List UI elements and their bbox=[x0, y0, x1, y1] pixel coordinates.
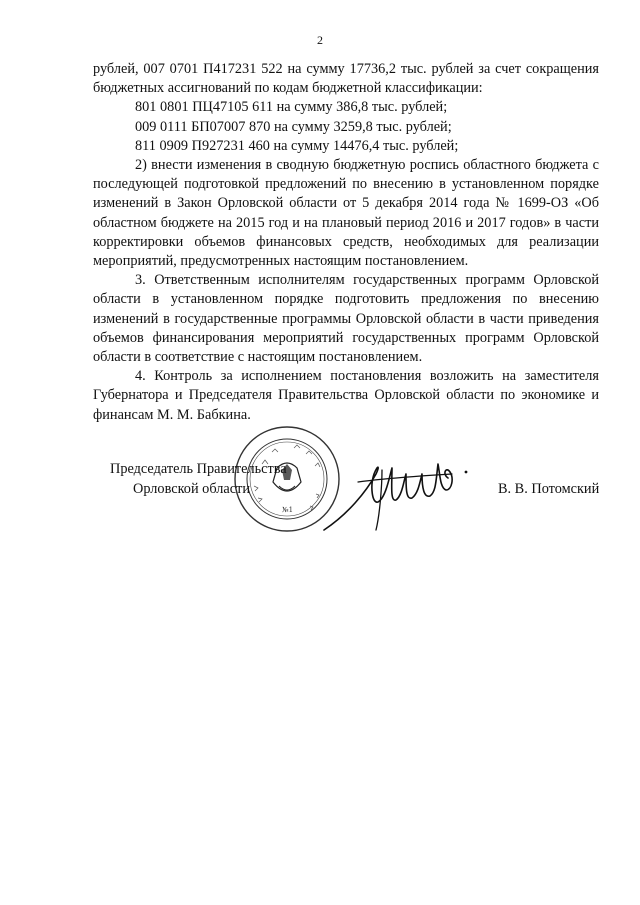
page-number: 2 bbox=[317, 33, 323, 47]
handwritten-signature bbox=[318, 444, 478, 536]
paragraph-item-2: 2) внести изменения в сводную бюджетную роспись областного бюджета с последующей подготовкой предложений по внесению в установленном порядке изменений в Закон Орловской области от 5 декабря 2014 года № 1699-ОЗ «Об областном бюджете на 2015 год и на плановый период 2016 и 2017 годов» в части корректировки объемов финансовых средств, необходимых для реализации мероприятий, предусмотренных настоящим постановлением. bbox=[93, 157, 599, 270]
paragraph-item-3: 3. Ответственным исполнителям государственных программ Орловской области в установленном порядке подготовить предложения по внесению изменений в государственные программы Орловской области в части приведения объемов финансирования мероприятий государственных программ Орловской области в соответствие с настоящим постановлением. bbox=[93, 272, 599, 366]
document-body bbox=[93, 60, 599, 425]
signatory-title-line1: Председатель Правительства bbox=[110, 461, 287, 477]
budget-code-line: 801 0801 ПЦ47105 611 на сумму 386,8 тыс. рублей; bbox=[135, 99, 448, 116]
signatory-title-line2: Орловской области bbox=[133, 481, 250, 497]
signatory-name: В. В. Потомский bbox=[498, 481, 600, 497]
budget-code-line: 811 0909 П927231 460 на сумму 14476,4 тыс. рублей; bbox=[135, 137, 459, 154]
svg-text:№1: №1 bbox=[282, 506, 294, 514]
budget-code-line: 009 0111 БП07007 870 на сумму 3259,8 тыс. рублей; bbox=[135, 118, 452, 135]
paragraph-item-4: 4. Контроль за исполнением постановления возложить на заместителя Губернатора и Председателя Правительства Орловской области по экономике и финансам М. М. Бабкина. bbox=[93, 368, 599, 423]
paragraph-continuation: рублей, 007 0701 П417231 522 на сумму 17736,2 тыс. рублей за счет сокращения бюджетных ассигнований по кодам бюджетной классификации: bbox=[93, 61, 599, 97]
signature-block bbox=[0, 446, 640, 546]
